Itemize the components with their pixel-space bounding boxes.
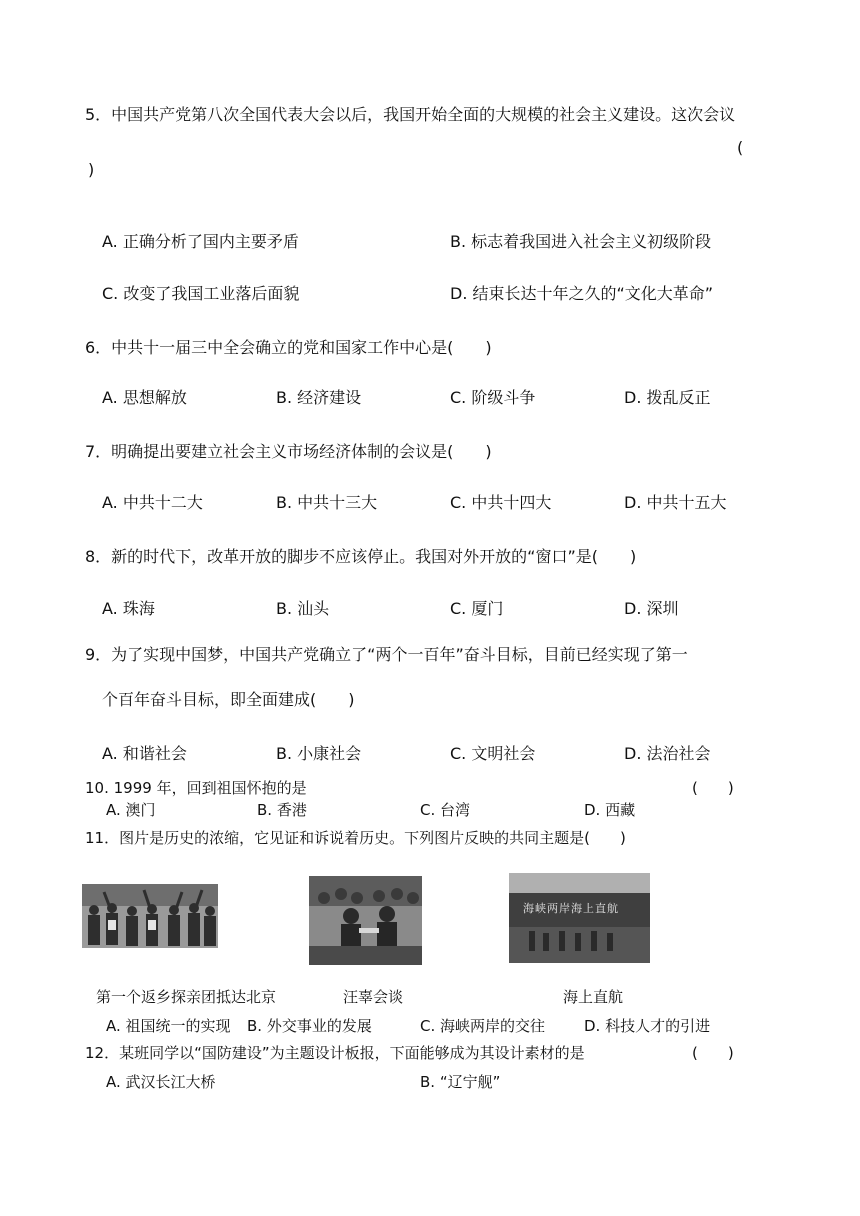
direct-shipping-banner-text: 海峡两岸海上直航: [523, 902, 619, 915]
q5-paren-open: (: [737, 138, 744, 157]
q5-paren-close: ): [88, 160, 95, 179]
q5-option-c[interactable]: C. 改变了我国工业落后面貌: [102, 284, 300, 303]
q9-stem-line1: 9．为了实现中国梦，中国共产党确立了“两个一百年”奋斗目标，目前已经实现了第一: [85, 645, 688, 664]
q11-caption-2: 汪辜会谈: [343, 988, 404, 1006]
q12-stem: 12．某班同学以“国防建设”为主题设计板报，下面能够成为其设计素材的是: [85, 1044, 585, 1062]
q11-caption-3: 海上直航: [563, 988, 624, 1006]
q11-option-d[interactable]: D. 科技人才的引进: [584, 1017, 711, 1035]
q7-stem: 7．明确提出要建立社会主义市场经济体制的会议是( ): [85, 442, 492, 461]
q7-option-a[interactable]: A. 中共十二大: [102, 493, 203, 512]
q8-option-c[interactable]: C. 厦门: [450, 599, 504, 618]
q11-stem: 11．图片是历史的浓缩，它见证和诉说着历史。下列图片反映的共同主题是( ): [85, 829, 626, 847]
q6-option-d[interactable]: D. 拨乱反正: [624, 388, 711, 407]
q12-option-a[interactable]: A. 武汉长江大桥: [106, 1073, 216, 1091]
q9-option-a[interactable]: A. 和谐社会: [102, 744, 187, 763]
q9-option-b[interactable]: B. 小康社会: [276, 744, 362, 763]
q6-option-b[interactable]: B. 经济建设: [276, 388, 362, 407]
q6-option-c[interactable]: C. 阶级斗争: [450, 388, 536, 407]
q10-paren: ( ): [692, 779, 734, 797]
q10-stem: 10. 1999 年，回到祖国怀抱的是: [85, 779, 307, 797]
q8-option-a[interactable]: A. 珠海: [102, 599, 155, 618]
q5-option-d[interactable]: D. 结束长达十年之久的“文化大革命”: [450, 284, 714, 303]
q7-option-c[interactable]: C. 中共十四大: [450, 493, 552, 512]
q6-option-a[interactable]: A. 思想解放: [102, 388, 187, 407]
q11-option-b[interactable]: B. 外交事业的发展: [247, 1017, 372, 1035]
q7-option-d[interactable]: D. 中共十五大: [624, 493, 727, 512]
q9-stem-line2: 个百年奋斗目标，即全面建成( ): [102, 690, 355, 709]
q9-option-d[interactable]: D. 法治社会: [624, 744, 711, 763]
q8-option-b[interactable]: B. 汕头: [276, 599, 330, 618]
q5-option-b[interactable]: B. 标志着我国进入社会主义初级阶段: [450, 232, 712, 251]
q11-option-c[interactable]: C. 海峡两岸的交往: [420, 1017, 546, 1035]
q8-option-d[interactable]: D. 深圳: [624, 599, 679, 618]
q11-caption-1: 第一个返乡探亲团抵达北京: [96, 988, 277, 1006]
q9-option-c[interactable]: C. 文明社会: [450, 744, 536, 763]
q12-option-b[interactable]: B. “辽宁舰”: [420, 1073, 501, 1091]
q7-option-b[interactable]: B. 中共十三大: [276, 493, 378, 512]
q10-option-a[interactable]: A. 澳门: [106, 801, 156, 819]
q5-option-a[interactable]: A. 正确分析了国内主要矛盾: [102, 232, 299, 251]
q11-option-a[interactable]: A. 祖国统一的实现: [106, 1017, 231, 1035]
q10-option-c[interactable]: C. 台湾: [420, 801, 471, 819]
q5-stem: 5．中国共产党第八次全国代表大会以后，我国开始全面的大规模的社会主义建设。这次会议: [85, 105, 736, 124]
photo-wang-koo-talks: [309, 876, 422, 965]
q10-option-d[interactable]: D. 西藏: [584, 801, 636, 819]
q12-paren: ( ): [692, 1044, 734, 1062]
photo-direct-shipping: [509, 873, 650, 963]
q6-stem: 6．中共十一届三中全会确立的党和国家工作中心是( ): [85, 338, 492, 357]
q8-stem: 8．新的时代下，改革开放的脚步不应该停止。我国对外开放的“窗口”是( ): [85, 547, 637, 566]
q10-option-b[interactable]: B. 香港: [257, 801, 307, 819]
photo-returning-group: [82, 884, 218, 948]
